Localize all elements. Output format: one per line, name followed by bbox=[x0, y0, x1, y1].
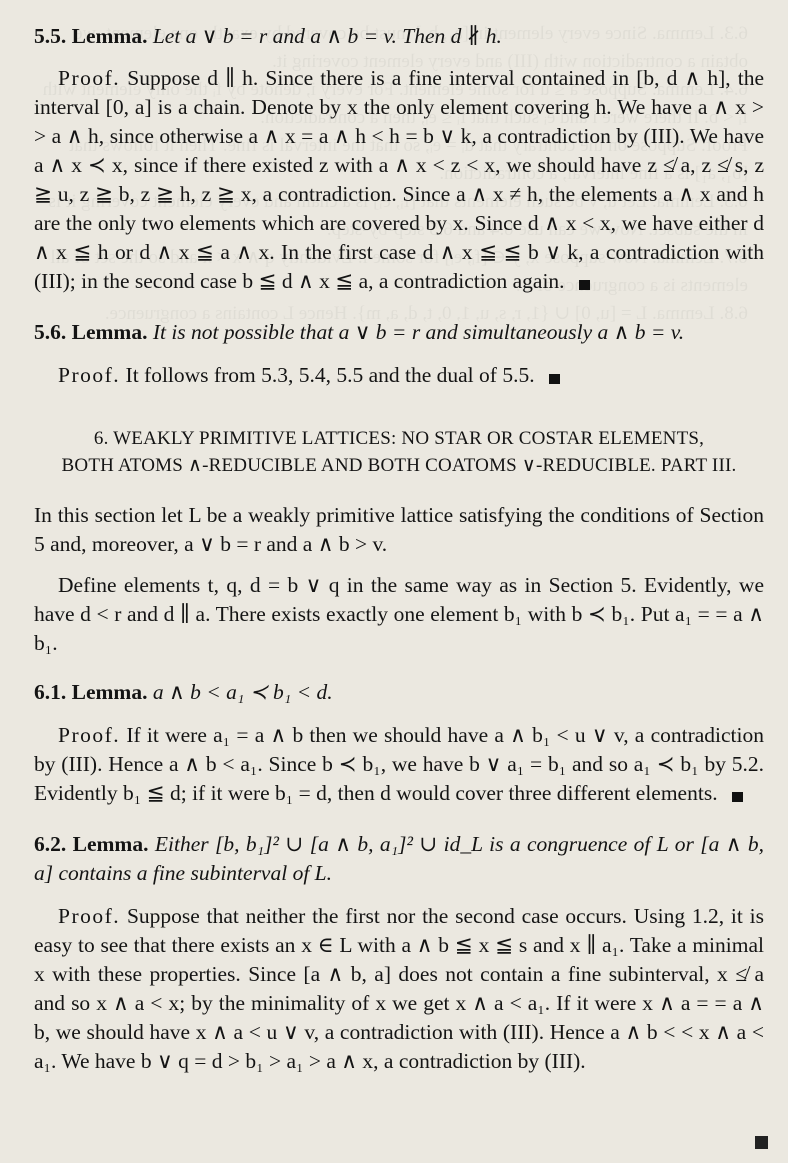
definitions-paragraph: Define elements t, q, d = b ∨ q in the same way as in Section 5. Evidently, we have d < r and d ∥ a. There exists exactly one element b₁ with b ≺ b₁. Put a₁ = = a ∧ b₁. bbox=[34, 573, 764, 655]
proof-text: Suppose that neither the first nor the second case occurs. Using 1.2, it is easy to see that there exists an x ∈ L with a ∧ b ≦ x ≦ s and x ∥ a₁. Take a minimal x with these properties. Since [a ∧ b, a] does not contain a fine subinterval, x ≰ a and so x ∧ a < x; by the minimality of x we get x ∧ a < a₁. If it were x ∧ a = = a ∧ b, we should have x ∧ a < u ∨ v, a contradiction with (III). Hence a ∧ b < < x ∧ a < a₁. We have b ∨ q = d > b₁ > a₁ > a ∧ x, a contradiction by (III). bbox=[34, 904, 764, 1073]
proof-label: Proof. bbox=[58, 723, 121, 747]
proof-6-1 bbox=[34, 721, 764, 808]
proof-5-6 bbox=[34, 361, 764, 390]
section-title-line-2: BOTH ATOMS ∧-REDUCIBLE AND BOTH COATOMS ∨-REDUCIBLE. PART III. bbox=[61, 455, 737, 476]
end-of-proof-mark bbox=[549, 374, 560, 384]
lemma-5-6 bbox=[34, 318, 764, 347]
lemma-heading: 5.6. Lemma. bbox=[34, 320, 148, 344]
lemma-5-5 bbox=[34, 22, 764, 51]
lemma-heading: 6.2. Lemma. bbox=[34, 832, 149, 856]
end-of-proof-mark bbox=[579, 280, 590, 290]
proof-6-2 bbox=[34, 902, 764, 1076]
section-title-line-1: 6. WEAKLY PRIMITIVE LATTICES: NO STAR OR COSTAR ELEMENTS, bbox=[93, 428, 705, 449]
proof-label: Proof. bbox=[58, 66, 121, 90]
section-6-title bbox=[34, 425, 764, 479]
proof-text: It follows from 5.3, 5.4, 5.5 and the dual of 5.5. bbox=[125, 363, 535, 387]
proof-text: Suppose d ∥ h. Since there is a fine interval contained in [b, d ∧ h], the interval [0, a] is a chain. Denote by x the only element covering h. We have a ∧ x > > a ∧ h, since otherwise a ∧ x = a ∧ h < h = b ∨ k, a contradiction by (III). We have a ∧ x ≺ x, since if there existed z with a ∧ x < z < x, we should have z ≰ a, z ≰ s, z ≧ u, z ≧ b, z ≧ h, z ≧ x, a contradiction. Since a ∧ x ≠ h, the elements a ∧ x and h are the only two elements which are covered by x. Since d ∧ x < x, we have either d ∧ x ≦ h or d ∧ x ≦ a ∧ x. In the first case d ∧ x ≦ ≦ b ∨ k, a contradiction with (III); in the second case b ≦ d ∧ x ≦ a, a contradiction again. bbox=[34, 66, 764, 293]
lemma-statement: a ∧ b < a₁ ≺ b₁ < d. bbox=[152, 680, 333, 704]
lemma-heading: 6.1. Lemma. bbox=[34, 680, 148, 704]
lemma-6-1 bbox=[34, 678, 764, 707]
lemma-statement: Let a ∨ b = r and a ∧ b = v. Then d ∦ h. bbox=[152, 24, 502, 48]
lemma-statement: It is not possible that a ∨ b = r and simultaneously a ∧ b = v. bbox=[152, 320, 685, 344]
section-intro-paragraph: In this section let L be a weakly primitive lattice satisfying the conditions of Section 5 and, moreover, a ∨ b = r and a ∧ b > v. bbox=[34, 503, 764, 556]
corner-mark bbox=[755, 1136, 768, 1149]
lemma-6-2 bbox=[34, 830, 764, 888]
proof-label: Proof. bbox=[58, 363, 121, 387]
proof-text: If it were a₁ = a ∧ b then we should have a ∧ b₁ < u ∨ v, a contradiction by (III). Hence a ∧ b < a₁. Since b ≺ b₁, we have b ∨ a₁ = b₁ and so a₁ ≺ b₁ by 5.2. Evidently b₁ ≦ d; if it were b₁ = d, then d would cover three different elements. bbox=[34, 723, 764, 805]
lemma-heading: 5.5. Lemma. bbox=[34, 24, 148, 48]
lemma-statement: Either [b, b₁]² ∪ [a ∧ b, a₁]² ∪ id_L is a congruence of L or [a ∧ b, a] contains a fine subinterval of L. bbox=[34, 832, 764, 885]
end-of-proof-mark bbox=[732, 792, 743, 802]
proof-5-5 bbox=[34, 64, 764, 296]
proof-label: Proof. bbox=[58, 904, 121, 928]
